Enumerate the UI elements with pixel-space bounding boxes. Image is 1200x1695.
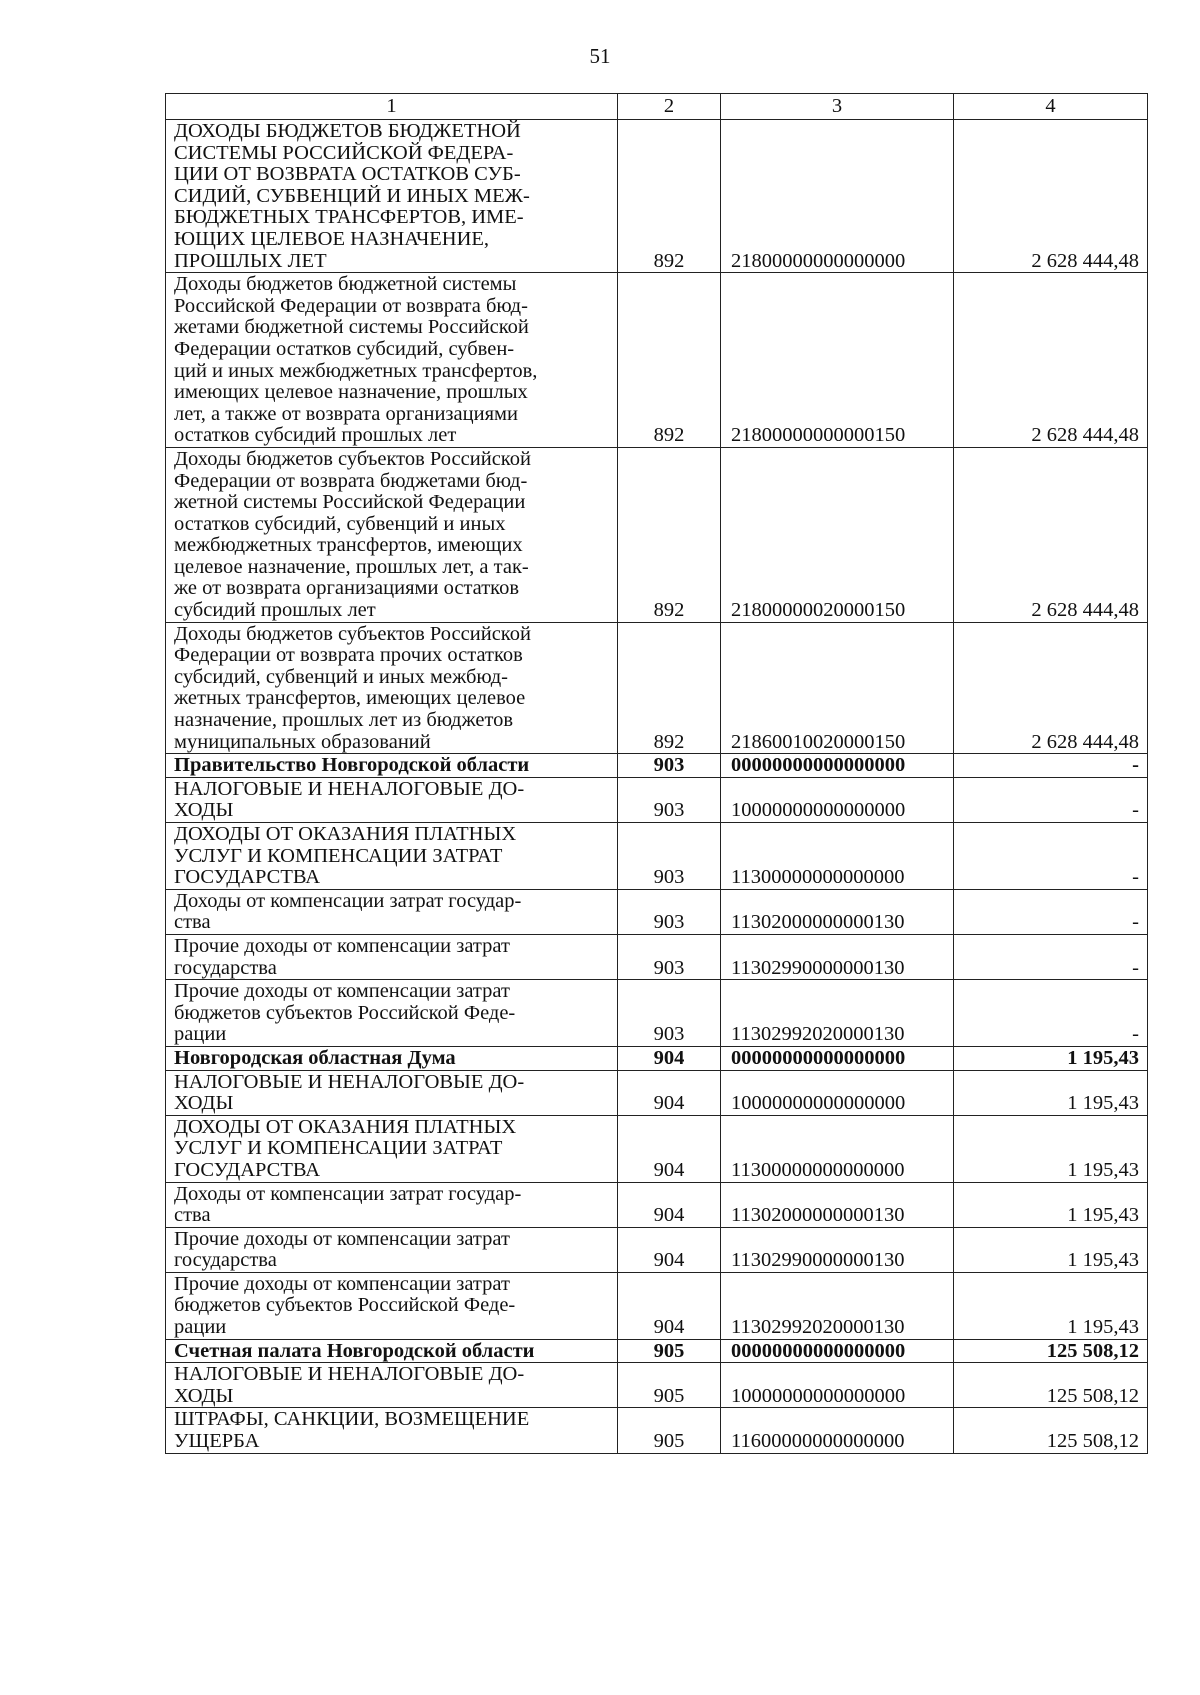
table-row: [166, 1070, 1148, 1115]
row-budget-code-text: 21860010020000150: [731, 730, 906, 753]
row-budget-code: [721, 622, 954, 754]
row-amount: [954, 622, 1148, 754]
table-row: [166, 1408, 1148, 1453]
row-amount: [954, 1408, 1148, 1453]
row-name-text: ДОХОДЫ БЮДЖЕТОВ БЮДЖЕТНОЙ СИСТЕМЫ РОССИЙСКОЙ ФЕДЕРА- ЦИИ ОТ ВОЗВРАТА ОСТАТКОВ СУБ- СИДИЙ, СУБВЕНЦИЙ И ИНЫХ МЕЖ- БЮДЖЕТНЫХ ТРАНСФЕРТОВ, ИМЕ- ЮЩИХ ЦЕЛЕВОЕ НАЗНАЧЕНИЕ, ПРОШЛЫХ ЛЕТ: [174, 120, 530, 272]
row-admin-code-text: 903: [653, 866, 685, 889]
row-amount: [954, 980, 1148, 1047]
row-admin-code-text: 904: [653, 1249, 685, 1272]
row-admin-code-text: 903: [653, 799, 685, 822]
table-row: [166, 622, 1148, 754]
row-admin-code-text: 903: [653, 956, 685, 979]
row-amount-text: 125 508,12: [1046, 1384, 1139, 1407]
row-admin-code-text: 905: [653, 1384, 685, 1407]
row-name: [166, 980, 618, 1047]
row-budget-code-text: 11300000000000000: [731, 1158, 905, 1181]
row-admin-code-text: 903: [653, 911, 685, 934]
row-budget-code-text: 11302992020000130: [731, 1023, 905, 1046]
row-name-text: ШТРАФЫ, САНКЦИИ, ВОЗМЕЩЕНИЕ УЩЕРБА: [174, 1408, 530, 1453]
row-budget-code-text: 00000000000000000: [731, 1046, 906, 1069]
row-name-text: Счетная палата Новгородской области: [174, 1339, 535, 1362]
row-name-text: Доходы бюджетов субъектов Российской Федерации от возврата бюджетами бюд- жетной системы Российской Федерации остатков субсидий, субвенций и иных межбюджетных трансфертов, имеющих целевое назначение, прошлых лет, а так- же от возврата организациями остатков субсидий прошлых лет: [174, 447, 531, 622]
row-admin-code-text: 904: [653, 1204, 685, 1227]
row-admin-code: [618, 980, 721, 1047]
row-budget-code: [721, 980, 954, 1047]
row-name-text: НАЛОГОВЫЕ И НЕНАЛОГОВЫЕ ДО- ХОДЫ: [174, 1363, 525, 1407]
row-budget-code-text: 11302000000000130: [731, 1204, 905, 1227]
row-budget-code-text: 10000000000000000: [731, 799, 906, 822]
row-amount: [954, 273, 1148, 448]
row-admin-code: [618, 1182, 721, 1227]
row-name-text: Прочие доходы от компенсации затрат государства: [174, 1227, 510, 1272]
row-budget-code-text: 11302000000000130: [731, 911, 905, 934]
row-admin-code-text: 903: [653, 754, 685, 777]
row-name: [166, 120, 618, 273]
row-admin-code-text: 892: [653, 249, 685, 272]
row-admin-code: [618, 777, 721, 822]
row-budget-code: [721, 1115, 954, 1182]
header-col-4: 4: [954, 94, 1148, 120]
row-budget-code: [721, 120, 954, 273]
row-admin-code: [618, 1339, 721, 1363]
table-row: [166, 980, 1148, 1047]
row-name: [166, 1363, 618, 1408]
row-admin-code-text: 892: [653, 730, 685, 753]
row-name-text: Доходы от компенсации затрат государ- ства: [174, 1182, 522, 1227]
row-admin-code-text: 903: [653, 1023, 685, 1046]
row-amount-text: 125 508,12: [1046, 1430, 1139, 1453]
table-row: [166, 1115, 1148, 1182]
row-amount-text: 1 195,43: [1067, 1046, 1139, 1069]
row-budget-code-text: 11302990000000130: [731, 956, 905, 979]
row-admin-code: [618, 934, 721, 979]
row-budget-code: [721, 447, 954, 622]
row-amount: [954, 754, 1148, 778]
row-name: [166, 934, 618, 979]
row-admin-code: [618, 120, 721, 273]
row-budget-code: [721, 1227, 954, 1272]
row-amount-text: 1 195,43: [1067, 1249, 1139, 1272]
row-amount: [954, 447, 1148, 622]
row-name-text: Доходы бюджетов бюджетной системы Российской Федерации от возврата бюд- жетами бюджетной системы Российской Федерации остатков субсидий, субвен- ций и иных межбюджетных трансфертов, имеющих целевое назначение, прошлых лет, а также от возврата организациями остатков субсидий прошлых лет: [174, 273, 538, 447]
row-amount: [954, 823, 1148, 890]
row-admin-code: [618, 1070, 721, 1115]
row-amount-text: 2 628 444,48: [1031, 730, 1139, 753]
row-admin-code-text: 904: [653, 1158, 685, 1181]
row-name: [166, 777, 618, 822]
row-amount: [954, 1070, 1148, 1115]
row-budget-code-text: 11302992020000130: [731, 1316, 905, 1339]
row-name: [166, 1408, 618, 1453]
row-budget-code: [721, 777, 954, 822]
row-name-text: Новгородская областная Дума: [174, 1046, 456, 1069]
header-col-3: 3: [721, 94, 954, 120]
row-amount-text: 1 195,43: [1067, 1316, 1139, 1339]
row-budget-code-text: 11302990000000130: [731, 1249, 905, 1272]
row-amount: [954, 889, 1148, 934]
row-amount-text: -: [1132, 911, 1139, 934]
row-name-text: Прочие доходы от компенсации затрат бюджетов субъектов Российской Феде- рации: [174, 1272, 516, 1339]
row-name-text: Прочие доходы от компенсации затрат государства: [174, 934, 510, 979]
row-budget-code: [721, 1182, 954, 1227]
row-budget-code: [721, 1408, 954, 1453]
row-budget-code-text: 00000000000000000: [731, 1339, 906, 1362]
row-name-text: Прочие доходы от компенсации затрат бюджетов субъектов Российской Феде- рации: [174, 980, 516, 1046]
row-name: [166, 1115, 618, 1182]
row-budget-code-text: 10000000000000000: [731, 1384, 906, 1407]
table-row: [166, 120, 1148, 273]
row-name: [166, 823, 618, 890]
table-row: [166, 823, 1148, 890]
table-row: [166, 1272, 1148, 1339]
table-row: [166, 1339, 1148, 1363]
table-body: [166, 94, 1148, 1454]
row-amount-text: 2 628 444,48: [1031, 249, 1139, 272]
row-amount: [954, 1339, 1148, 1363]
row-budget-code-text: 10000000000000000: [731, 1092, 906, 1115]
table-row: [166, 1046, 1148, 1070]
row-admin-code: [618, 1363, 721, 1408]
row-amount: [954, 1182, 1148, 1227]
row-budget-code: [721, 889, 954, 934]
row-name-text: НАЛОГОВЫЕ И НЕНАЛОГОВЫЕ ДО- ХОДЫ: [174, 1070, 525, 1115]
row-admin-code-text: 905: [653, 1430, 685, 1453]
row-budget-code-text: 21800000000000000: [731, 249, 906, 272]
row-name: [166, 1070, 618, 1115]
row-name: [166, 622, 618, 754]
row-name: [166, 1339, 618, 1363]
table-row: [166, 934, 1148, 979]
row-name-text: Доходы от компенсации затрат государ- ства: [174, 889, 522, 934]
row-admin-code: [618, 447, 721, 622]
row-amount-text: 2 628 444,48: [1031, 424, 1139, 447]
row-amount: [954, 1363, 1148, 1408]
row-name-text: ДОХОДЫ ОТ ОКАЗАНИЯ ПЛАТНЫХ УСЛУГ И КОМПЕНСАЦИИ ЗАТРАТ ГОСУДАРСТВА: [174, 1115, 517, 1181]
row-admin-code: [618, 1408, 721, 1453]
row-name: [166, 754, 618, 778]
row-amount-text: -: [1132, 866, 1139, 889]
row-amount: [954, 1227, 1148, 1272]
table-row: [166, 1182, 1148, 1227]
row-budget-code-text: 00000000000000000: [731, 754, 906, 777]
row-budget-code-text: 21800000020000150: [731, 599, 906, 622]
row-name-text: ДОХОДЫ ОТ ОКАЗАНИЯ ПЛАТНЫХ УСЛУГ И КОМПЕНСАЦИИ ЗАТРАТ ГОСУДАРСТВА: [174, 823, 517, 889]
row-amount-text: -: [1132, 754, 1139, 777]
row-admin-code-text: 892: [653, 424, 685, 447]
row-admin-code-text: 904: [653, 1316, 685, 1339]
row-budget-code: [721, 273, 954, 448]
row-name-text: НАЛОГОВЫЕ И НЕНАЛОГОВЫЕ ДО- ХОДЫ: [174, 777, 525, 822]
row-amount-text: -: [1132, 799, 1139, 822]
row-amount: [954, 1272, 1148, 1339]
row-budget-code-text: 11600000000000000: [731, 1430, 905, 1453]
row-amount-text: 1 195,43: [1067, 1158, 1139, 1181]
row-admin-code-text: 892: [653, 599, 685, 622]
row-budget-code: [721, 1339, 954, 1363]
page-number: 51: [589, 44, 611, 68]
table-row: [166, 754, 1148, 778]
table-row: [166, 273, 1148, 448]
row-admin-code-text: 904: [653, 1092, 685, 1115]
row-admin-code: [618, 823, 721, 890]
revenue-table: [165, 93, 1148, 1454]
row-amount: [954, 1046, 1148, 1070]
row-name: [166, 1046, 618, 1070]
row-name: [166, 273, 618, 448]
row-amount: [954, 777, 1148, 822]
row-budget-code-text: 21800000000000150: [731, 424, 906, 447]
row-amount-text: -: [1132, 956, 1139, 979]
row-admin-code-text: 904: [653, 1046, 685, 1069]
row-budget-code: [721, 823, 954, 890]
row-name-text: Доходы бюджетов субъектов Российской Федерации от возврата прочих остатков субсидий, субвенций и иных межбюд- жетных трансфертов, имеющих целевое назначение, прошлых лет из бюджетов муниципальных образований: [174, 622, 531, 753]
row-amount-text: 1 195,43: [1067, 1204, 1139, 1227]
table-header-row: [166, 94, 1148, 120]
row-budget-code: [721, 754, 954, 778]
row-admin-code: [618, 622, 721, 754]
header-col-1: 1: [166, 94, 618, 120]
row-budget-code: [721, 1363, 954, 1408]
row-admin-code: [618, 1272, 721, 1339]
row-amount: [954, 120, 1148, 273]
row-admin-code: [618, 1046, 721, 1070]
row-budget-code: [721, 1272, 954, 1339]
table-row: [166, 1363, 1148, 1408]
row-name: [166, 889, 618, 934]
table-row: [166, 447, 1148, 622]
row-name: [166, 447, 618, 622]
row-admin-code: [618, 889, 721, 934]
row-amount-text: 1 195,43: [1067, 1092, 1139, 1115]
row-amount: [954, 934, 1148, 979]
row-name: [166, 1227, 618, 1272]
row-budget-code: [721, 934, 954, 979]
row-admin-code: [618, 754, 721, 778]
row-name-text: Правительство Новгородской области: [174, 754, 530, 777]
row-admin-code-text: 905: [653, 1339, 685, 1362]
row-admin-code: [618, 1227, 721, 1272]
row-admin-code: [618, 273, 721, 448]
row-amount-text: 125 508,12: [1046, 1339, 1139, 1362]
header-col-2: 2: [618, 94, 721, 120]
row-budget-code: [721, 1070, 954, 1115]
table-row: [166, 1227, 1148, 1272]
row-amount: [954, 1115, 1148, 1182]
row-name: [166, 1182, 618, 1227]
row-name: [166, 1272, 618, 1339]
row-budget-code: [721, 1046, 954, 1070]
row-amount-text: 2 628 444,48: [1031, 599, 1139, 622]
table-row: [166, 889, 1148, 934]
row-admin-code: [618, 1115, 721, 1182]
row-amount-text: -: [1132, 1023, 1139, 1046]
table-row: [166, 777, 1148, 822]
row-budget-code-text: 11300000000000000: [731, 866, 905, 889]
